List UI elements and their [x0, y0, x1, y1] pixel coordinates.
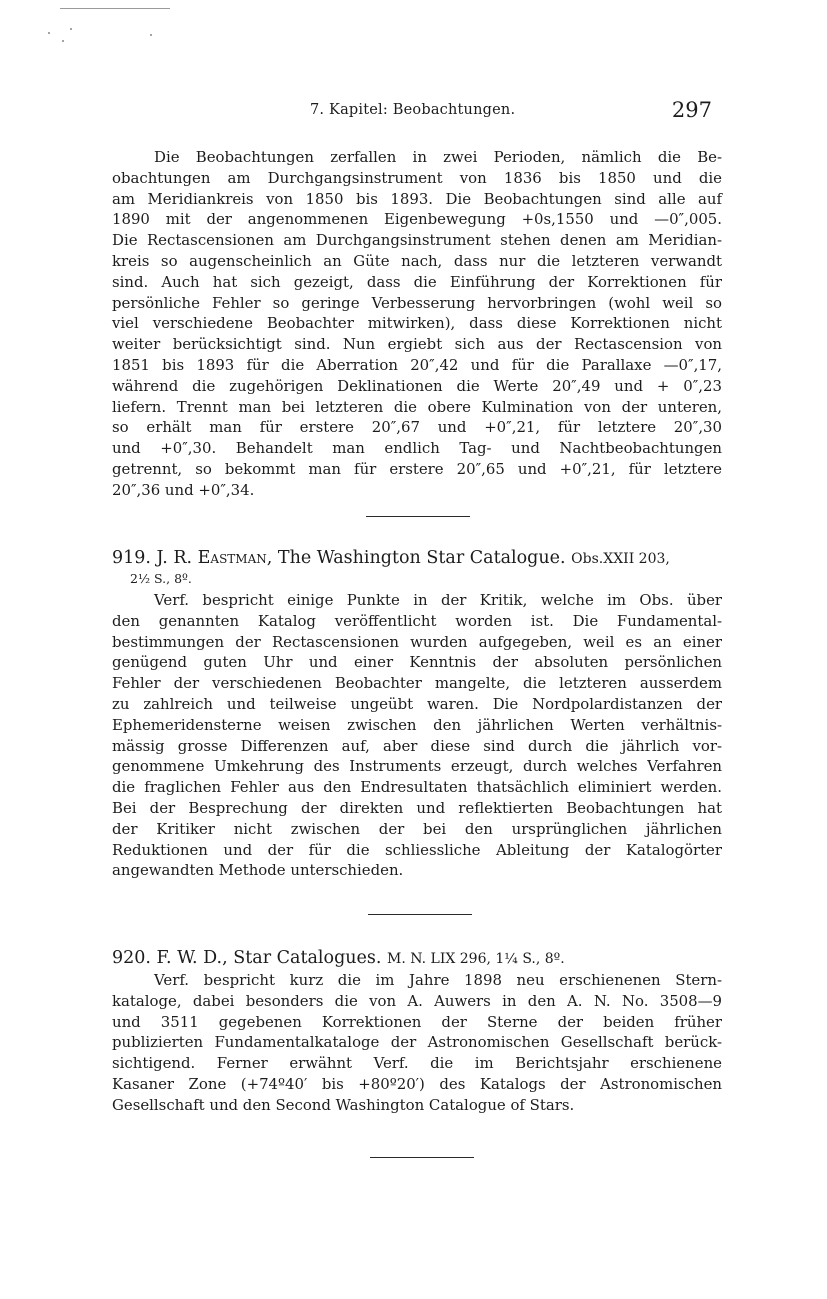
scan-speck — [48, 32, 50, 34]
text-line: Reduktionen und der für die schliessliche Ableitung der Katalogörter — [112, 840, 722, 859]
entry-number: 919. — [112, 548, 151, 568]
text-line: Verf. bespricht einige Punkte in der Kritik, welche im Obs. über — [154, 591, 722, 609]
text-line: Ephemeridensterne weisen zwischen den jährlichen Werten verhältnis- — [112, 715, 722, 734]
text-line: der Kritiker nicht zwischen der bei den ursprünglichen jährlichen — [112, 819, 722, 838]
entry-919 — [112, 546, 722, 881]
text-line: Kasaner Zone (+74º40′ bis +80º20′) des Katalogs der Astronomischen — [112, 1074, 722, 1093]
section-divider — [366, 516, 470, 517]
entry-title: Star Catalogues. — [233, 948, 382, 968]
text-line: während die zugehörigen Deklinationen die Werte 20″,49 und + 0″,23 — [112, 376, 722, 395]
entry-920 — [112, 946, 722, 1116]
text-line: bestimmungen der Rectascensionen wurden aufgegeben, weil es an einer — [112, 632, 722, 651]
text-line: 1890 mit der angenommenen Eigenbewegung +0s,1550 und —0″,005. — [112, 210, 722, 229]
text-line: kataloge, dabei besonders die von A. Auwers in den A. N. No. 3508—9 — [112, 991, 722, 1010]
text-line: angewandten Methode unterschieden. — [112, 861, 404, 880]
text-line: 20″,36 und +0″,34. — [112, 480, 255, 499]
text-line: und 3511 gegebenen Korrektionen der Sterne der beiden früher — [112, 1012, 722, 1031]
scan-speck — [62, 40, 64, 42]
scan-speck — [150, 34, 152, 36]
entry-extent: 2½ S., 8º. — [130, 571, 192, 586]
text-line: Bei der Besprechung der direkten und reflektierten Beobachtungen hat — [112, 798, 722, 817]
text-line: Die Beobachtungen zerfallen in zwei Perioden, nämlich die Be- — [154, 148, 722, 166]
text-line: persönliche Fehler so geringe Verbesserung hervorbringen (wohl weil so — [112, 293, 722, 312]
text-line: mässig grosse Differenzen auf, aber diese sind durch die jährlich vor- — [112, 736, 722, 755]
text-line: den genannten Katalog veröffentlicht worden ist. Die Fundamental- — [112, 611, 722, 630]
section-divider — [370, 1157, 474, 1158]
text-line: die fraglichen Fehler aus den Endresultaten thatsächlich eliminiert werden. — [112, 778, 722, 797]
text-line: Die Rectascensionen am Durchgangsinstrument stehen denen am Meridian- — [112, 231, 722, 250]
text-line: und +0″,30. Behandelt man endlich Tag- und Nachtbeobachtungen — [112, 439, 722, 458]
text-line: liefern. Trennt man bei letzteren die obere Kulmination von der unteren, — [112, 397, 722, 416]
text-line: 1851 bis 1893 für die Aberration 20″,42 und für die Parallaxe —0″,17, — [112, 355, 722, 374]
running-head — [112, 98, 712, 124]
scan-edge-rule — [60, 8, 170, 9]
entry-title: The Washington Star Catalogue. — [277, 548, 566, 568]
entry-heading — [112, 946, 722, 970]
text-line: zu zahlreich und teilweise ungeübt waren. Die Nordpolardistanzen der — [112, 694, 722, 713]
entry-author: F. W. D., — [156, 948, 228, 968]
entry-author: J. R. Eastman, — [156, 548, 273, 568]
text-line: genügend guten Uhr und einer Kenntnis der absoluten persönlichen — [112, 653, 722, 672]
text-line: Fehler der verschiedenen Beobachter mangelte, die letzteren ausserdem — [112, 674, 722, 693]
text-line: getrennt, so bekommt man für erstere 20″,65 und +0″,21, für letztere — [112, 459, 722, 478]
text-line: sichtigend. Ferner erwähnt Verf. die im Berichtsjahr erschienene — [112, 1054, 722, 1073]
text-line: kreis so augenscheinlich an Güte nach, dass nur die letzteren verwandt — [112, 251, 722, 270]
scan-speck — [70, 28, 72, 30]
entry-reference: M. N. LIX 296, 1¼ S., 8º. — [387, 951, 565, 967]
text-line: am Meridiankreis von 1850 bis 1893. Die Beobachtungen sind alle auf — [112, 189, 722, 208]
text-line: genommene Umkehrung des Instruments erzeugt, durch welches Verfahren — [112, 757, 722, 776]
text-line: Verf. bespricht kurz die im Jahre 1898 neu erschienenen Stern- — [154, 971, 722, 989]
text-line: so erhält man für erstere 20″,67 und +0″,21, für letztere 20″,30 — [112, 418, 722, 437]
page-number: 297 — [671, 98, 712, 122]
paragraph-beobachtungen — [112, 147, 722, 501]
entry-number: 920. — [112, 948, 151, 968]
text-line: weiter berücksichtigt sind. Nun ergiebt sich aus der Rectascension von — [112, 335, 722, 354]
entry-heading — [112, 546, 722, 570]
text-line: obachtungen am Durchgangsinstrument von 1836 bis 1850 und die — [112, 168, 722, 187]
text-line: sind. Auch hat sich gezeigt, dass die Einführung der Korrektionen für — [112, 272, 722, 291]
text-line: viel verschiedene Beobachter mitwirken), dass diese Korrektionen nicht — [112, 314, 722, 333]
entry-reference: Obs.XXII 203, — [571, 551, 670, 567]
text-line: publizierten Fundamentalkataloge der Astronomischen Gesellschaft berück- — [112, 1033, 722, 1052]
running-title: 7. Kapitel: Beobachtungen. — [310, 102, 516, 118]
text-line: Gesellschaft und den Second Washington Catalogue of Stars. — [112, 1095, 575, 1114]
section-divider — [368, 914, 472, 915]
